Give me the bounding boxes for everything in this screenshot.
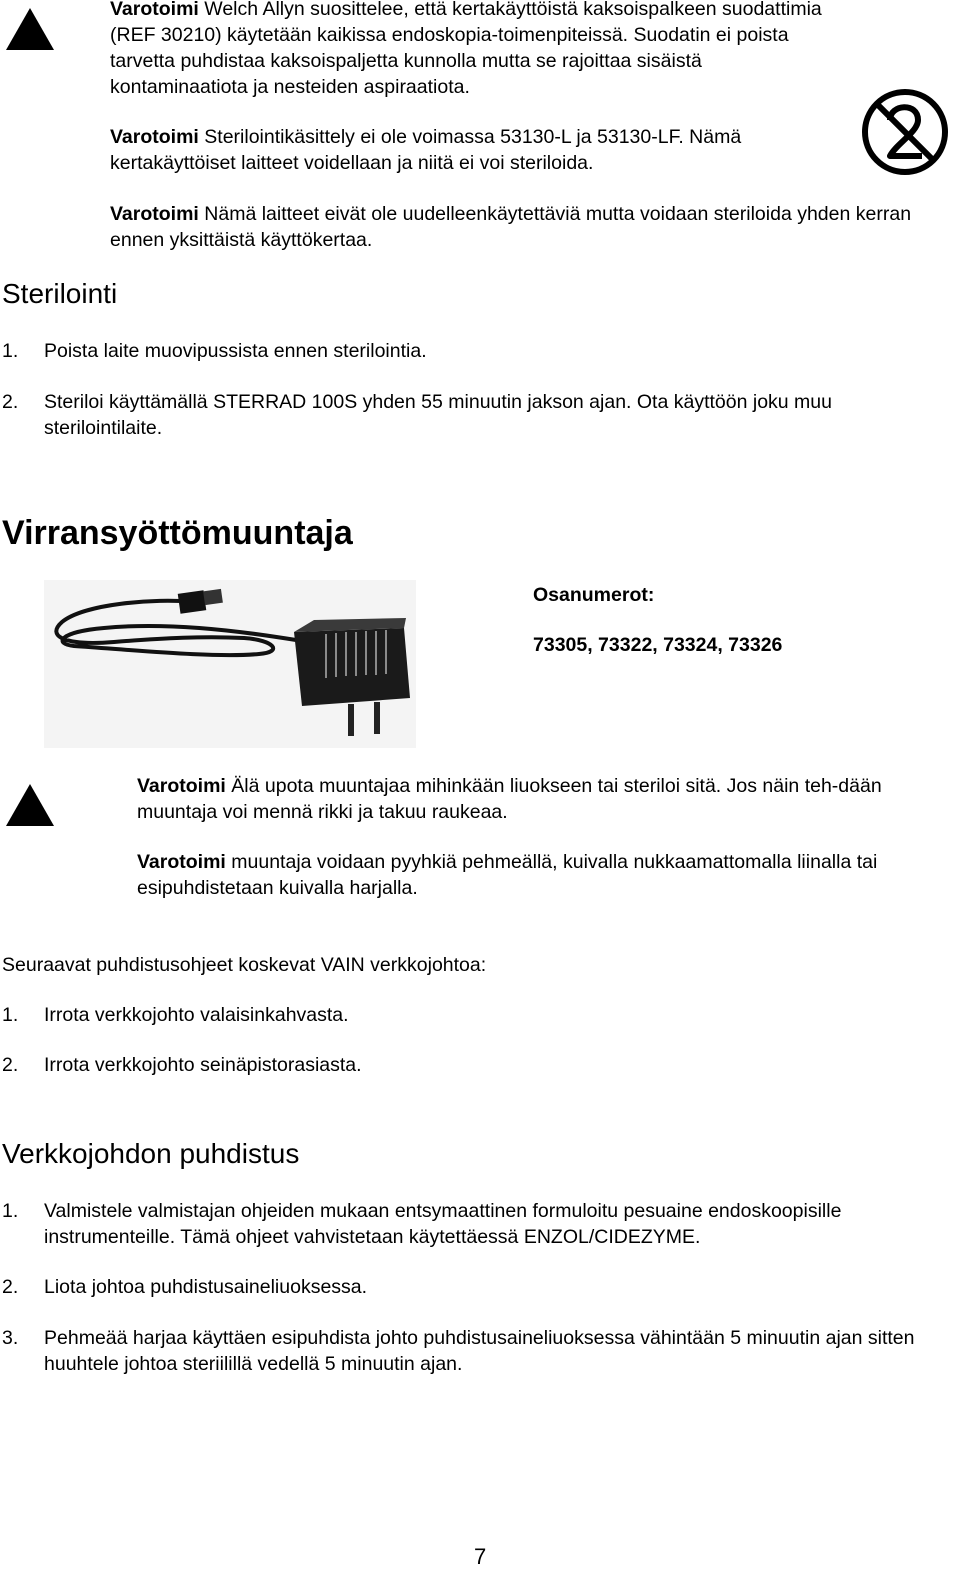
power-adapter-image (44, 580, 416, 748)
caution-note-2 (110, 124, 832, 176)
list-text: Valmistele valmistajan ohjeiden mukaan entsymaattinen formuloitu pesuaine endoskoopisille instrumenteille. Tämä ohjeet vahvistetaan käytettäessä ENZOL/CIDEZYME. (44, 1200, 842, 1248)
caution-note-5 (137, 849, 955, 901)
list-text: Pehmeää harjaa käyttäen esipuhdista johto puhdistusaineliuoksessa vähintään 5 minuutin ajan sitten huuhtele johtoa steriilillä vedellä 5 minuutin ajan. (44, 1327, 915, 1375)
list-item (2, 1002, 952, 1032)
caution-note-4 (137, 773, 937, 825)
caution-text: Welch Allyn suosittelee, että kertakäyttöistä kaksoispalkeen suodattimia (REF 30210) käytetään kaikissa endoskopia-toimenpiteissä. Suodatin ei poista tarvetta puhdistaa kaksoispaljetta kunnolla mutta se rajoittaa sisäistä kontaminaatiota ja nesteiden aspiraatiota. (110, 0, 822, 98)
caution-note-1 (110, 0, 830, 100)
caution-label: Varotoimi (137, 851, 226, 873)
list-text: Steriloi käyttämällä STERRAD 100S yhden 55 minuutin jakson ajan. Ota käyttöön joku muu sterilointilaite. (44, 391, 832, 439)
section-heading-power-adapter: Virransyöttömuuntaja (2, 514, 353, 552)
caution-text: Älä upota muuntajaa mihinkään liuokseen tai steriloi sitä. Jos näin teh-dään muuntaja voi mennä rikki ja takuu raukeaa. (137, 775, 882, 823)
list-item (2, 1325, 952, 1379)
warning-triangle-icon (4, 6, 56, 52)
list-number: 1. (2, 1200, 19, 1222)
caution-label: Varotoimi (110, 126, 199, 148)
list-number: 2. (2, 1276, 19, 1298)
caution-label: Varotoimi (137, 775, 226, 797)
list-text: Poista laite muovipussista ennen sterilointia. (44, 340, 427, 362)
caution-text: Nämä laitteet eivät ole uudelleenkäytettäviä mutta voidaan steriloida yhden kerran ennen yksittäistä käyttökertaa. (110, 203, 912, 251)
caution-label: Varotoimi (110, 203, 199, 225)
section-heading-sterilization: Sterilointi (2, 278, 118, 309)
caution-note-3 (110, 201, 955, 253)
list-number: 2. (2, 391, 19, 413)
caution-text: Sterilointikäsittely ei ole voimassa 53130-L ja 53130-LF. Nämä kertakäyttöiset laitteet voidellaan ja niitä ei voi steriloida. (110, 126, 742, 174)
section-heading-cord-cleaning: Verkkojohdon puhdistus (2, 1138, 300, 1169)
part-numbers-value: 73305, 73322, 73324, 73326 (533, 634, 783, 656)
list-text: Irrota verkkojohto seinäpistorasiasta. (44, 1054, 362, 1076)
list-item (2, 389, 952, 443)
list-number: 1. (2, 340, 19, 362)
list-text: Liota johtoa puhdistusaineliuoksessa. (44, 1276, 368, 1298)
list-item (2, 1198, 952, 1252)
list-number: 1. (2, 1004, 19, 1026)
list-item (2, 1052, 952, 1082)
caution-text: muuntaja voidaan pyyhkiä pehmeällä, kuivalla nukkaamattomalla liinalla tai esipuhdistetaan kuivalla harjalla. (137, 851, 878, 899)
list-text: Irrota verkkojohto valaisinkahvasta. (44, 1004, 349, 1026)
list-item (2, 338, 952, 368)
list-number: 2. (2, 1054, 19, 1076)
part-numbers-label: Osanumerot: (533, 584, 655, 606)
page-number: 7 (474, 1544, 487, 1569)
list-item (2, 1274, 952, 1304)
caution-label: Varotoimi (110, 0, 199, 20)
cord-cleaning-intro: Seuraavat puhdistusohjeet koskevat VAIN verkkojohtoa: (2, 954, 487, 976)
warning-triangle-icon (4, 782, 56, 828)
do-not-reuse-icon (856, 86, 954, 178)
list-number: 3. (2, 1327, 19, 1349)
